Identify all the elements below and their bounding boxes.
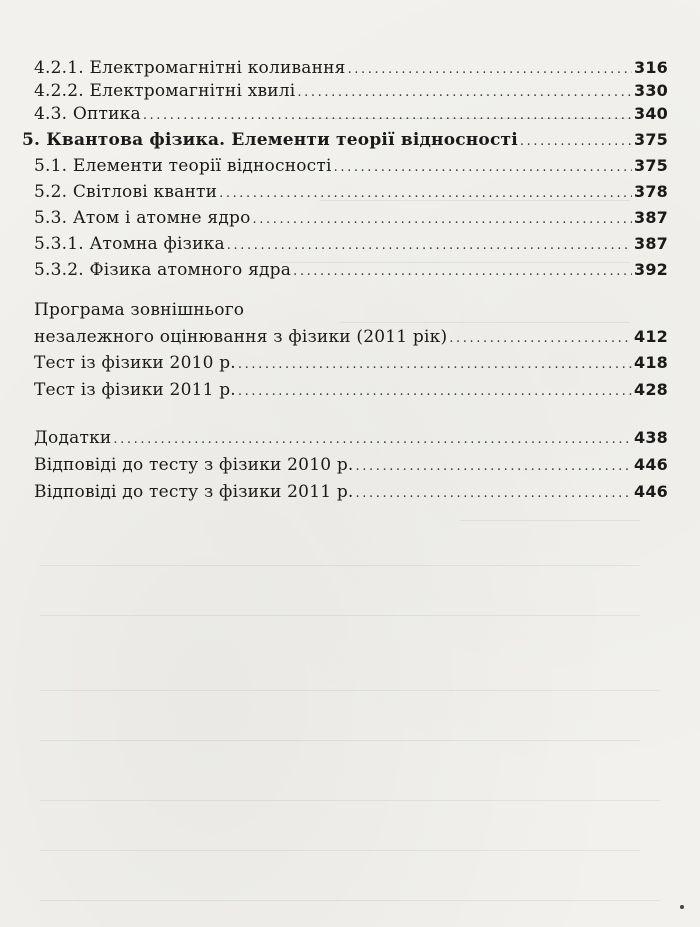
leader-dots — [520, 134, 632, 149]
toc-entry — [34, 428, 668, 448]
toc-entry-page: 428 — [634, 380, 668, 399]
leader-dots — [143, 108, 632, 123]
leader-dots — [297, 85, 632, 100]
toc-entry-title: Відповіді до тесту з фізики 2011 р. — [34, 482, 354, 502]
toc-entry — [34, 156, 668, 176]
toc-entry-page: 330 — [634, 81, 668, 100]
toc-entry-page: 375 — [634, 156, 668, 175]
bleed-through-line — [40, 850, 640, 851]
leader-dots — [238, 384, 632, 399]
toc-entry-title: Відповіді до тесту з фізики 2010 р. — [34, 455, 354, 475]
toc-entry-title: 4.3. Оптика — [34, 104, 141, 124]
leader-dots — [449, 331, 632, 346]
toc-entry — [34, 182, 668, 202]
toc-entry-page: 446 — [634, 482, 668, 501]
toc-entry-title: 5.2. Світлові кванти — [34, 182, 218, 202]
toc-entry-title: Додатки — [34, 428, 112, 448]
toc-entry-title: 5.3.1. Атомна фізика — [34, 234, 225, 254]
toc-entry-title: 5.3. Атом і атомне ядро — [34, 208, 251, 228]
toc-entry-page: 375 — [634, 130, 668, 149]
bleed-through-line — [40, 565, 640, 566]
leader-dots — [238, 357, 632, 372]
leader-dots — [227, 238, 632, 253]
toc-entry-title: Тест із фізики 2010 р. — [34, 353, 236, 373]
leader-dots — [334, 160, 632, 175]
leader-dots — [348, 62, 632, 77]
toc-entry-page: 412 — [634, 327, 668, 346]
toc-entry — [34, 353, 668, 373]
toc-entry-page: 387 — [634, 208, 668, 227]
toc-entry — [34, 327, 668, 347]
leader-dots — [113, 432, 632, 447]
leader-dots — [293, 264, 632, 279]
leader-dots — [356, 459, 632, 474]
bleed-through-line — [40, 900, 660, 901]
leader-dots — [356, 486, 632, 501]
toc-chapter-entry — [22, 130, 668, 150]
toc-entry-title: незалежного оцінювання з фізики (2011 рік) — [34, 327, 448, 347]
toc-entry-page: 418 — [634, 353, 668, 372]
toc-entry — [34, 208, 668, 228]
toc-entry-page: 446 — [634, 455, 668, 474]
toc-entry — [34, 81, 668, 101]
toc-entry — [34, 58, 668, 78]
toc-entry-title: Тест із фізики 2011 р. — [34, 380, 236, 400]
toc-entry-page: 392 — [634, 260, 668, 279]
toc-entry — [34, 380, 668, 400]
leader-dots — [219, 186, 632, 201]
toc-entry-title: 5.1. Елементи теорії відносності — [34, 156, 332, 176]
toc-entry-page: 378 — [634, 182, 668, 201]
toc-entry — [34, 234, 668, 254]
toc-entry — [34, 482, 668, 502]
toc-entry-title: 4.2.1. Електромагнітні коливання — [34, 58, 346, 78]
toc-entry-page: 316 — [634, 58, 668, 77]
bleed-through-line — [40, 800, 660, 801]
toc-entry-page: 387 — [634, 234, 668, 253]
toc-entry-title: 4.2.2. Електромагнітні хвилі — [34, 81, 296, 101]
toc-entry-title: 5. Квантова фізика. Елементи теорії відносності — [22, 130, 518, 150]
toc-entry-page: 340 — [634, 104, 668, 123]
leader-dots — [253, 212, 632, 227]
toc-entry — [34, 260, 668, 280]
bleed-through-line — [40, 615, 640, 616]
program-heading: Програма зовнішнього — [34, 300, 245, 320]
toc-entry — [34, 455, 668, 475]
toc-entry-page: 438 — [634, 428, 668, 447]
toc-entry — [34, 104, 668, 124]
bleed-through-line — [40, 690, 660, 691]
toc-entry-title: 5.3.2. Фізика атомного ядра — [34, 260, 292, 280]
bleed-through-line — [460, 520, 640, 521]
bleed-through-line — [340, 322, 630, 323]
ink-speck — [680, 905, 684, 909]
bleed-through-line — [40, 740, 640, 741]
